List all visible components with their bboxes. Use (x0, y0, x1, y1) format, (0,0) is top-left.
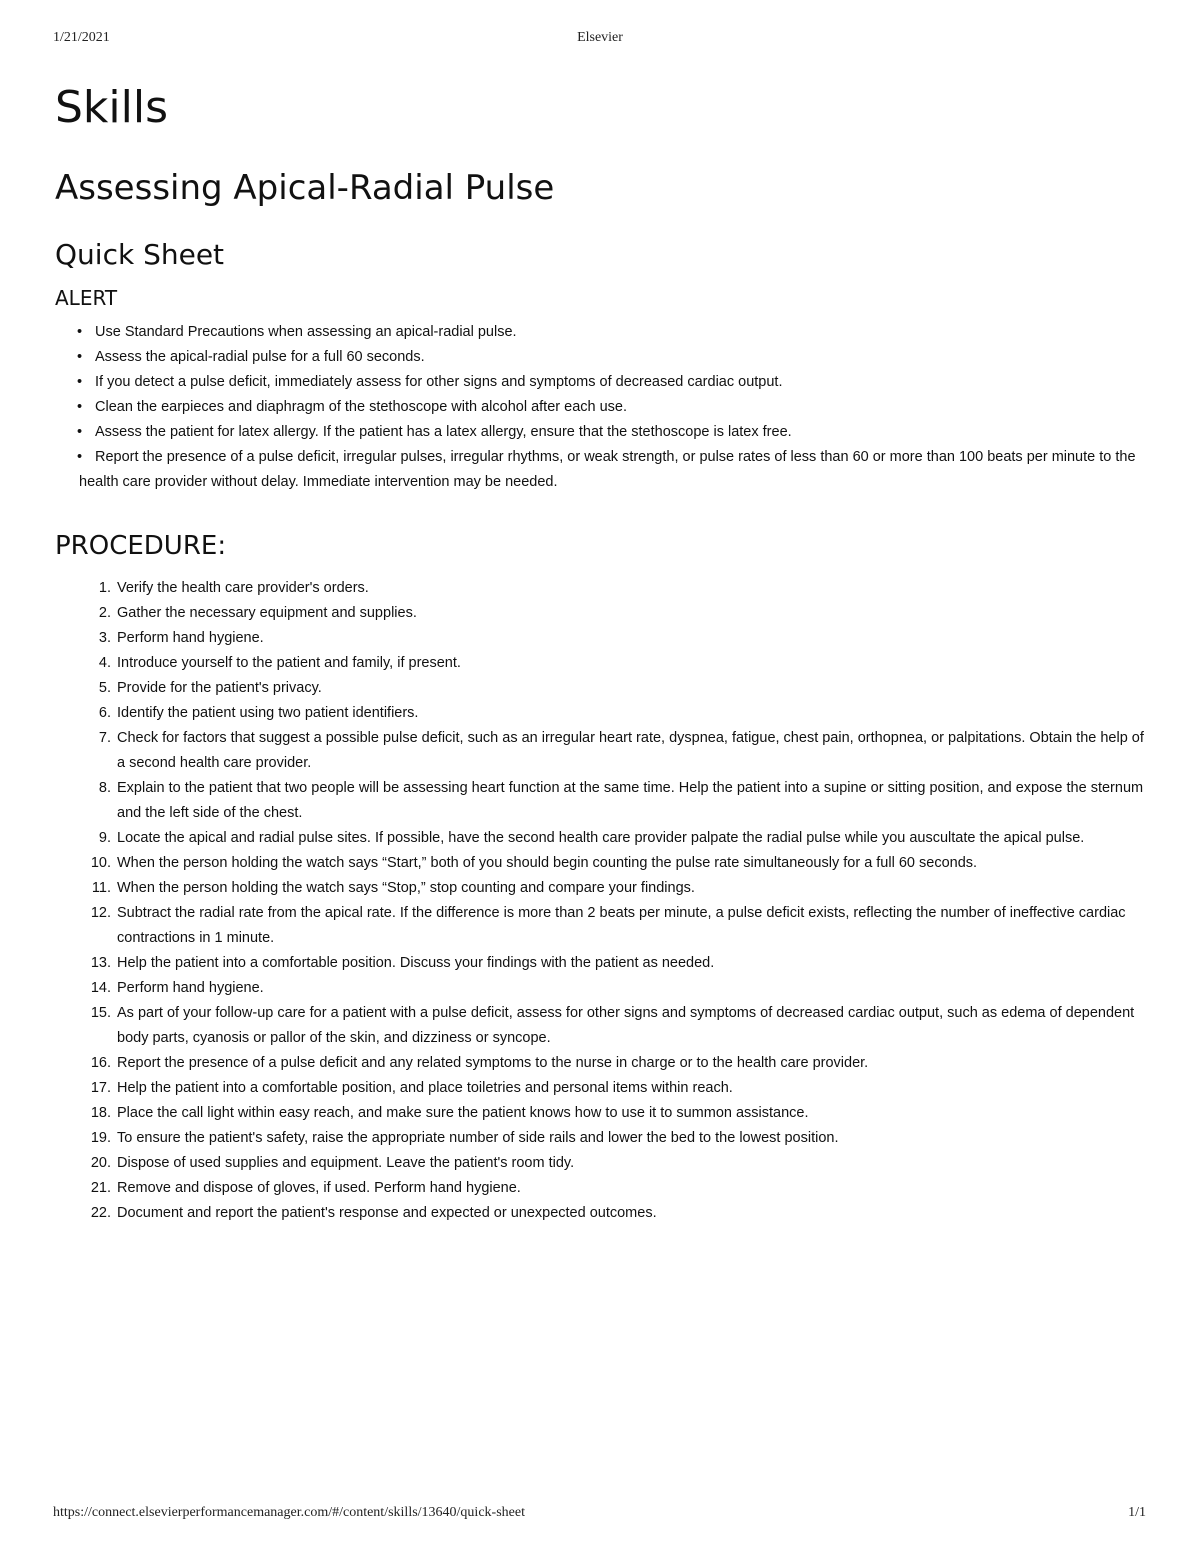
document-body (55, 78, 1145, 1226)
procedure-step: 21. Remove and dispose of gloves, if used. Perform hand hygiene. (115, 1176, 1145, 1201)
procedure-step: 5. Provide for the patient's privacy. (115, 676, 1145, 701)
procedure-step: 9. Locate the apical and radial pulse sites. If possible, have the second health care provider palpate the radial pulse while you auscultate the apical pulse. (115, 826, 1145, 851)
alert-heading: ALERT (55, 286, 118, 310)
procedure-step: 20. Dispose of used supplies and equipment. Leave the patient's room tidy. (115, 1151, 1145, 1176)
procedure-step: 12. Subtract the radial rate from the apical rate. If the difference is more than 2 beats per minute, a pulse deficit exists, reflecting the number of ineffective cardiac contractions in 1 minute. (115, 901, 1145, 951)
procedure-step: 3. Perform hand hygiene. (115, 626, 1145, 651)
alert-item: • Assess the patient for latex allergy. If the patient has a latex allergy, ensure that the stethoscope is latex free. (55, 420, 1145, 445)
procedure-heading: PROCEDURE: (55, 531, 227, 561)
print-date: 1/21/2021 (53, 30, 110, 45)
print-footer (0, 1505, 1200, 1525)
alert-item: • Clean the earpieces and diaphragm of the stethoscope with alcohol after each use. (55, 395, 1145, 420)
procedure-step: 14. Perform hand hygiene. (115, 976, 1145, 1001)
procedure-step: 11. When the person holding the watch says “Stop,” stop counting and compare your findings. (115, 876, 1145, 901)
procedure-step: 16. Report the presence of a pulse deficit and any related symptoms to the nurse in charge or to the health care provider. (115, 1051, 1145, 1076)
alert-item: • Assess the apical-radial pulse for a full 60 seconds. (55, 345, 1145, 370)
procedure-step: 18. Place the call light within easy reach, and make sure the patient knows how to use it to summon assistance. (115, 1101, 1145, 1126)
procedure-step: 7. Check for factors that suggest a possible pulse deficit, such as an irregular heart rate, dyspnea, fatigue, chest pain, orthopnea, or palpitations. Obtain the help of a second health care provider. (115, 726, 1145, 776)
source-url: https://connect.elsevierperformancemanager.com/#/content/skills/13640/quick-sheet (53, 1505, 525, 1520)
procedure-step: 4. Introduce yourself to the patient and family, if present. (115, 651, 1145, 676)
alert-item: • If you detect a pulse deficit, immediately assess for other signs and symptoms of decreased cardiac output. (55, 370, 1145, 395)
print-header (0, 30, 1200, 50)
alert-item: • Report the presence of a pulse deficit, irregular pulses, irregular rhythms, or weak strength, or pulse rates of less than 60 or more than 100 beats per minute to the health care provider without delay. Immediate intervention may be needed. (55, 445, 1145, 495)
alert-list (55, 320, 1145, 495)
alert-item: • Use Standard Precautions when assessing an apical-radial pulse. (55, 320, 1145, 345)
print-site-name: Elsevier (577, 30, 623, 45)
procedure-step: 6. Identify the patient using two patient identifiers. (115, 701, 1145, 726)
procedure-step: 13. Help the patient into a comfortable position. Discuss your findings with the patient as needed. (115, 951, 1145, 976)
page-number: 1/1 (1128, 1505, 1146, 1520)
procedure-step: 19. To ensure the patient's safety, raise the appropriate number of side rails and lower the bed to the lowest position. (115, 1126, 1145, 1151)
procedure-step: 2. Gather the necessary equipment and supplies. (115, 601, 1145, 626)
procedure-step: 1. Verify the health care provider's orders. (115, 576, 1145, 601)
procedure-steps (55, 576, 1145, 1226)
procedure-step: 8. Explain to the patient that two people will be assessing heart function at the same time. Help the patient into a supine or sitting position, and expose the sternum and the left side of the chest. (115, 776, 1145, 826)
sheet-type-heading: Quick Sheet (55, 238, 225, 271)
skill-title: Assessing Apical-Radial Pulse (55, 168, 555, 208)
procedure-step: 17. Help the patient into a comfortable position, and place toiletries and personal items within reach. (115, 1076, 1145, 1101)
procedure-step: 22. Document and report the patient's response and expected or unexpected outcomes. (115, 1201, 1145, 1226)
procedure-step: 10. When the person holding the watch says “Start,” both of you should begin counting the pulse rate simultaneously for a full 60 seconds. (115, 851, 1145, 876)
page-title: Skills (55, 82, 169, 133)
procedure-step: 15. As part of your follow-up care for a patient with a pulse deficit, assess for other signs and symptoms of decreased cardiac output, such as edema of dependent body parts, cyanosis or pallor of the skin, and dizziness or syncope. (115, 1001, 1145, 1051)
